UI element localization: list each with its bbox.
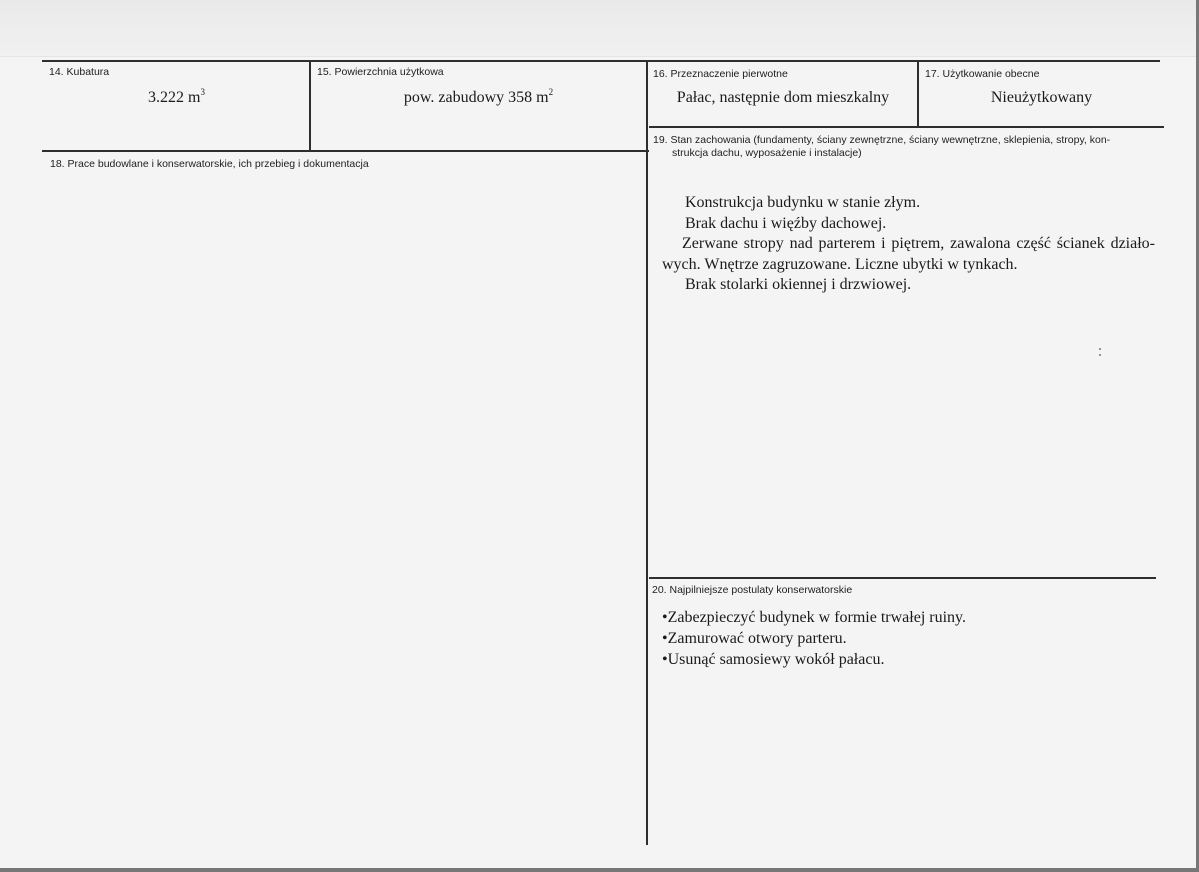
scan-speck	[1099, 348, 1101, 350]
scan-speck	[1099, 354, 1101, 356]
field-20-label: 20. Najpilniejsze postulaty konserwatorskie	[652, 584, 853, 596]
field-16-label: 16. Przeznaczenie pierwotne	[653, 68, 788, 80]
rule-14-15-bottom	[42, 150, 649, 152]
postulate-item: •Zabezpieczyć budynek w formie trwałej ruiny.	[662, 609, 966, 626]
field-15-unit-exponent: 2	[548, 87, 554, 97]
field-19-label-line1: 19. Stan zachowania (fundamenty, ściany zewnętrzne, ściany wewnętrzne, sklepienia, stropy, kon-	[653, 134, 1111, 146]
postulate-item: •Usunąć samosiewy wokół pałacu.	[662, 651, 885, 668]
field-14-unit-exponent: 3	[200, 87, 205, 97]
field-14-value-text: 3.222 m	[148, 89, 201, 106]
field-15-value-text: pow. zabudowy 358 m	[403, 89, 549, 106]
field-14-value	[44, 89, 309, 107]
condition-paragraph: Brak stolarki okiennej i drzwiowej.	[685, 276, 912, 293]
top-margin-strip	[0, 0, 1196, 57]
field-18-label: 18. Prace budowlane i konserwatorskie, ich przebieg i dokumentacja	[50, 158, 369, 170]
scan-edge-bottom	[0, 868, 1199, 872]
field-14-label: 14. Kubatura	[49, 66, 110, 78]
field-15-value	[311, 89, 646, 107]
field-17-label: 17. Użytkowanie obecne	[925, 68, 1040, 80]
field-17-value: Nieużytkowany	[990, 89, 1093, 106]
condition-paragraph: Brak dachu i więźby dachowej.	[685, 214, 887, 232]
field-16-value: Pałac, następnie dom mieszkalny	[676, 89, 890, 106]
postulate-item: •Zamurować otwory parteru.	[662, 630, 847, 647]
field-15-label: 15. Powierzchnia użytkowa	[317, 66, 444, 78]
condition-paragraph: Konstrukcja budynku w stanie złym.	[685, 194, 921, 211]
condition-description	[662, 193, 1155, 296]
field-19-label-line2: strukcja dachu, wyposażenie i instalacje)	[672, 147, 862, 159]
rule-17-bottom	[649, 126, 1164, 128]
condition-paragraph: Zerwane stropy nad parterem i piętrem, zawalona część ścianek działo-wych. Wnętrze zagruzowane. Liczne ubytki w tynkach.	[662, 235, 1155, 273]
rule-19-bottom	[649, 577, 1156, 579]
rule-top	[42, 60, 1160, 62]
postulates-list	[662, 607, 1152, 670]
rule-main-divider	[646, 60, 648, 845]
